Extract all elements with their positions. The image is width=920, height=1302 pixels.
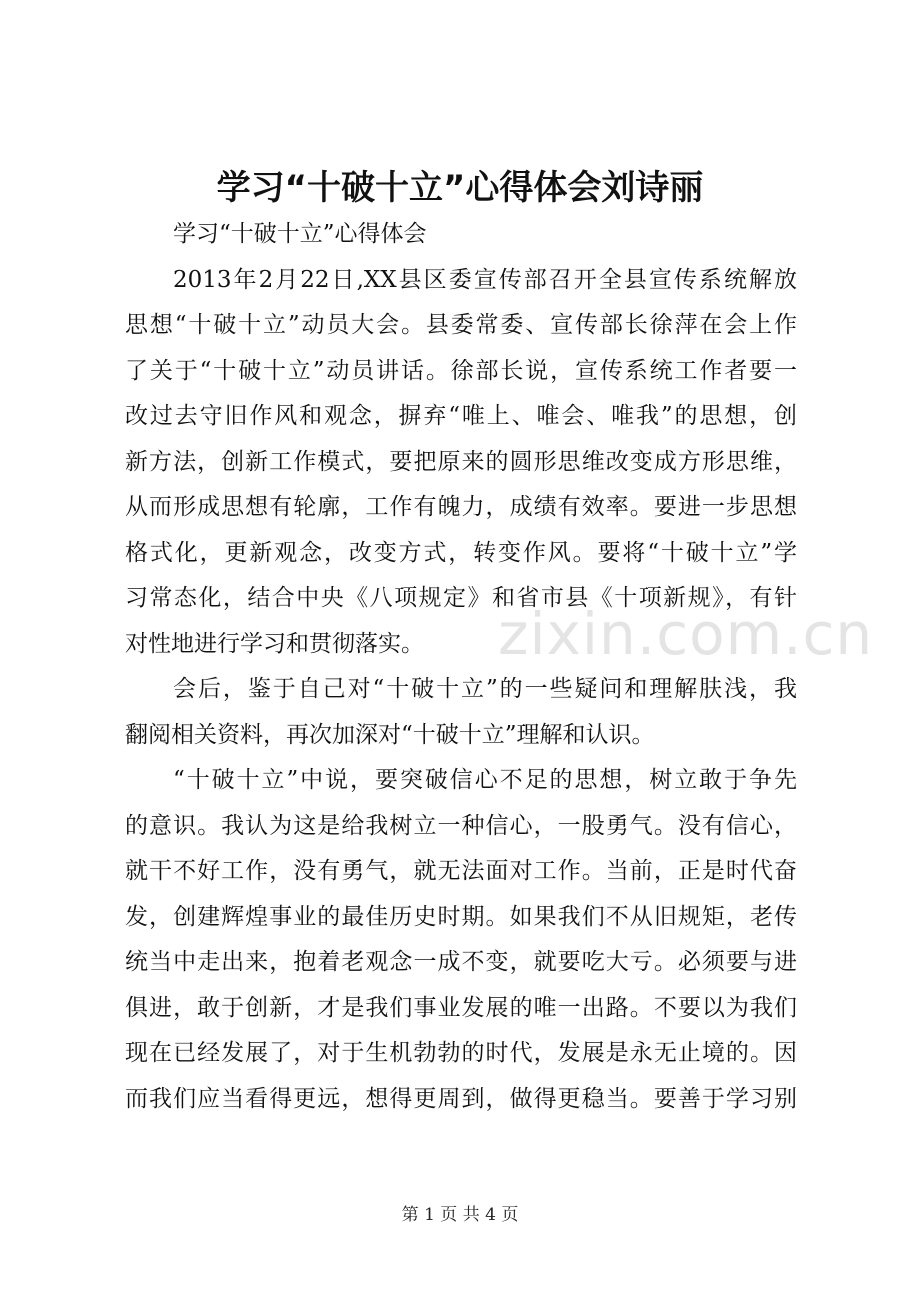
paragraph-line: 就干不好工作，没有勇气，就无法面对工作。当前，正是时代奋 <box>125 858 797 884</box>
paragraph-line: 改过去守旧作风和观念，摒弃“唯上、唯会、唯我”的思想，创 <box>125 403 797 429</box>
paragraph-line: 统当中走出来，抱着老观念一成不变，就要吃大亏。必须要与进 <box>125 949 797 975</box>
paragraph-line: 的意识。我认为这是给我树立一种信心，一股勇气。没有信心， <box>125 812 797 839</box>
page-footer: 第 1 页 共 4 页 <box>401 1205 519 1225</box>
paragraph-line: 2013年2月22日,XX县区委宣传部召开全县宣传系统解放 <box>173 266 797 293</box>
paragraph-line: 了关于“十破十立”动员讲话。徐部长说，宣传系统工作者要一 <box>125 357 797 384</box>
watermark: zixin.com.cn <box>498 600 874 668</box>
paragraph-line: 思想“十破十立”动员大会。县委常委、宣传部长徐萍在会上作 <box>125 312 797 338</box>
subtitle-line: 学习“十破十立”心得体会 <box>173 221 427 247</box>
document-title: 学习“十破十立”心得体会刘诗丽 <box>216 168 704 208</box>
paragraph-line: “十破十立”中说，要突破信心不足的思想，树立敢于争先 <box>173 767 797 793</box>
paragraph-line: 发，创建辉煌事业的最佳历史时期。如果我们不从旧规矩，老传 <box>125 903 797 930</box>
paragraph-line: 现在已经发展了，对于生机勃勃的时代，发展是永无止境的。因 <box>125 1040 797 1066</box>
paragraph-line: 翻阅相关资料，再次加深对“十破十立”理解和认识。 <box>125 721 655 748</box>
paragraph-line: 从而形成思想有轮廓，工作有魄力，成绩有效率。要进一步思想 <box>125 494 797 520</box>
paragraph-line: 习常态化，结合中央《八项规定》和省市县《十项新规》，有针 <box>125 585 797 611</box>
paragraph-line: 俱进，敢于创新，才是我们事业发展的唯一出路。不要以为我们 <box>125 994 797 1021</box>
paragraph-line: 会后，鉴于自己对“十破十立”的一些疑问和理解肤浅，我 <box>173 676 797 702</box>
paragraph-line: 格式化，更新观念，改变方式，转变作风。要将“十破十立”学 <box>125 539 797 566</box>
document-body <box>125 212 797 1122</box>
paragraph-line: 新方法，创新工作模式，要把原来的圆形思维改变成方形思维， <box>125 448 797 475</box>
paragraph-line: 对性地进行学习和贯彻落实。 <box>125 630 424 657</box>
paragraph-line: 而我们应当看得更远，想得更周到，做得更稳当。要善于学习别 <box>125 1085 797 1112</box>
